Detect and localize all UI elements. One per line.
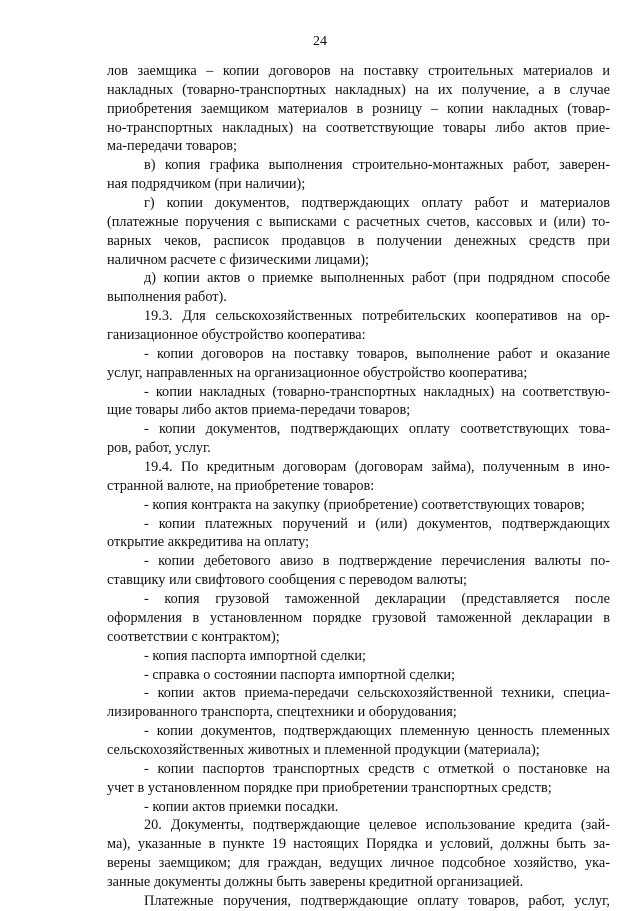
text-line: но-транспортных накладных) на соответствующие товары либо актов прие- [107, 119, 610, 136]
text-line: учет в установленном порядке при приобретении транспортных средств; [107, 779, 552, 796]
text-line: 20. Документы, подтверждающие целевое использование кредита (зай- [144, 817, 610, 834]
page-number: 24 [313, 34, 327, 49]
text-line: ров, работ, услуг. [107, 440, 211, 457]
text-line: странной валюте, на приобретение товаров: [107, 477, 375, 494]
text-line: - копии паспортов транспортных средств с отметкой о постановке на [144, 760, 610, 777]
text-line: 19.3. Для сельскохозяйственных потребительских кооперативов на ор- [144, 308, 610, 325]
text-line: открытие аккредитива на оплату; [107, 534, 310, 551]
text-line: д) копии актов о приемке выполненных работ (при подрядном способе [144, 270, 610, 287]
text-line: Платежные поручения, подтверждающие оплату товаров, работ, услуг, [144, 892, 610, 909]
text-line: г) копии документов, подтверждающих оплату работ и материалов [144, 195, 610, 212]
text-line: (платежные поручения с выписками с расчетных счетов, кассовых и (или) то- [107, 213, 610, 230]
text-line: выполнения работ). [107, 289, 227, 306]
text-line: - копии актов приема-передачи сельскохозяйственной техники, специа- [144, 685, 610, 702]
body-text [107, 62, 610, 911]
text-line: в) копия графика выполнения строительно-монтажных работ, заверен- [144, 157, 610, 174]
text-line: сельскохозяйственных животных и племенной продукции (материала); [107, 741, 540, 758]
text-line: соответствии с контрактом); [107, 628, 280, 645]
text-line: 19.4. По кредитным договорам (договорам займа), полученным в ино- [144, 459, 610, 476]
text-line: - копия паспорта импортной сделки; [144, 647, 366, 664]
text-line: занные документы должны быть заверены кредитной организацией. [107, 873, 524, 890]
text-line: ма), указанные в пункте 19 настоящих Порядка и условий, должны быть за- [107, 836, 610, 853]
text-line: - копии дебетового авизо в подтверждение перечисления валюты по- [144, 553, 610, 570]
text-line: - копии платежных поручений и (или) документов, подтверждающих [144, 515, 610, 532]
text-line: - копии накладных (товарно-транспортных накладных) на соответствую- [144, 383, 610, 400]
text-line: - копия контракта на закупку (приобретение) соответствующих товаров; [144, 496, 585, 513]
text-line: услуг, направленных на организационное обустройство кооператива; [107, 364, 528, 381]
text-line: - копии документов, подтверждающих оплату соответствующих това- [144, 421, 610, 438]
text-line: верены заемщиком; для граждан, ведущих личное подсобное хозяйство, ука- [107, 855, 610, 872]
text-line: - справка о состоянии паспорта импортной сделки; [144, 666, 456, 683]
text-line: накладных (товарно-транспортных накладных) на их получение, а в случае [107, 81, 610, 98]
text-line: приобретения заемщиком материалов в розницу – копии накладных (товар- [107, 100, 610, 117]
text-line: - копия грузовой таможенной декларации (представляется после [144, 591, 610, 608]
text-line: - копии договоров на поставку товаров, выполнение работ и оказание [144, 345, 610, 362]
text-line: лизированного транспорта, спецтехники и оборудования; [107, 704, 457, 721]
text-line: наличном расчете с физическими лицами); [107, 251, 369, 268]
text-line: - копии документов, подтверждающих племенную ценность племенных [144, 723, 610, 740]
text-line: лов заемщика – копии договоров на поставку строительных материалов и [107, 63, 610, 79]
text-line: варных чеков, расписок продавцов в получении денежных средств при [107, 232, 610, 249]
text-line: оформления в установленном порядке грузовой таможенной декларации в [107, 609, 610, 626]
text-line: ставщику или свифтового сообщения с переводом валюты; [107, 572, 468, 589]
text-line: ная подрядчиком (при наличии); [107, 176, 306, 193]
text-line: щие товары либо актов приема-передачи товаров; [107, 402, 411, 419]
text-line: ма-передачи товаров; [107, 138, 237, 155]
text-line: ганизационное обустройство кооператива: [107, 327, 366, 344]
text-line: - копии актов приемки посадки. [144, 798, 339, 815]
